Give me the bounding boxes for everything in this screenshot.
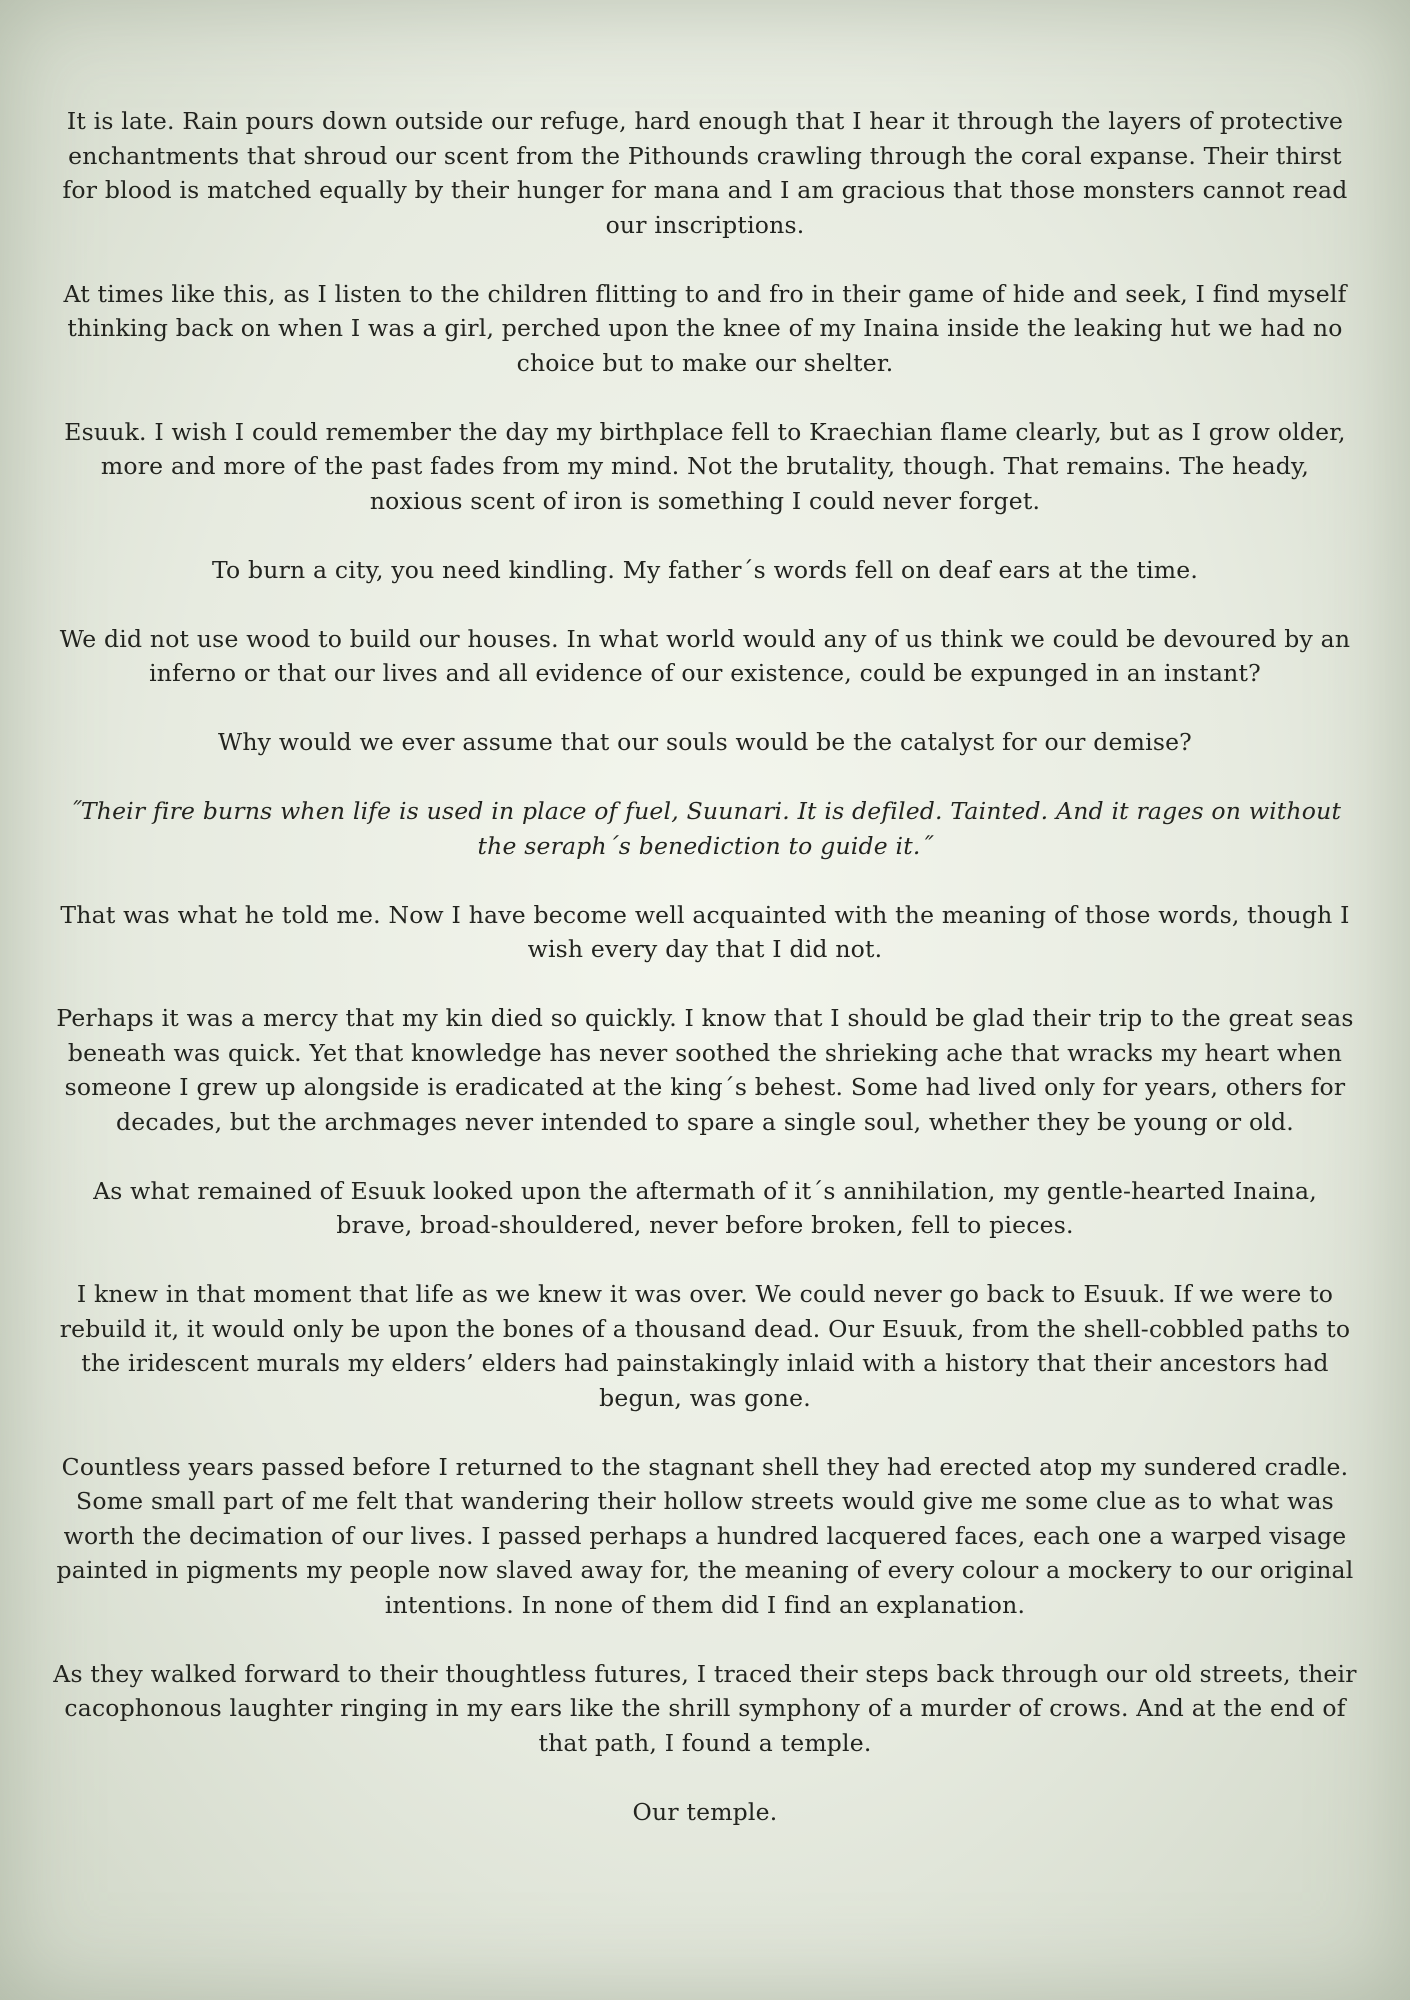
paragraph-1: It is late. Rain pours down outside our refuge, hard enough that I hear it through the layers of protective enchantments that shroud our scent from the Pithounds crawling through the coral expanse. Their thirst for blood is matched equally by their hunger for mana and I am gracious that those monsters cannot read our inscriptions.	[62, 107, 1348, 239]
quote-paragraph: ˝Their fire burns when life is used in place of fuel, Suunari. It is defiled. Tainted. And it rages on without the seraph´s benediction to guide it.˝	[68, 797, 1342, 860]
paragraph-4: To burn a city, you need kindling. My father´s words fell on deaf ears at the time.	[211, 555, 1199, 584]
paragraph-11: I knew in that moment that life as we knew it was over. We could never go back to Esuuk. If we were to rebuild it, it would only be upon the bones of a thousand dead. Our Esuuk, from the shell-cobbled paths to the iridescent murals my elders’ elders had painstakingly inlaid with a history that their ancestors had begun, was gone.	[59, 1280, 1351, 1412]
story-text	[52, 104, 1358, 1829]
paragraph-8: That was what he told me. Now I have become well acquainted with the meaning of those words, though I wish every day that I did not.	[60, 900, 1350, 963]
paragraph-3: Esuuk. I wish I could remember the day my birthplace fell to Kraechian flame clearly, but as I grow older, more and more of the past fades from my mind. Not the brutality, though. That remains. The heady, noxious scent of iron is something I could never forget.	[64, 417, 1346, 515]
paragraph-13: As they walked forward to their thoughtless futures, I traced their steps back through our old streets, their cacophonous laughter ringing in my ears like the shrill symphony of a murder of crows. And at the end of that path, I found a temple.	[53, 1659, 1357, 1757]
paragraph-9: Perhaps it was a mercy that my kin died so quickly. I know that I should be glad their trip to the great seas beneath was quick. Yet that knowledge has never soothed the shrieking ache that wracks my heart when someone I grew up alongside is eradicated at the king´s behest. Some had lived only for years, others for decades, but the archmages never intended to spare a single soul, whether they be young or old.	[56, 1004, 1354, 1136]
paragraph-6: Why would we ever assume that our souls would be the catalyst for our demise?	[217, 728, 1192, 756]
paragraph-10: As what remained of Esuuk looked upon the aftermath of it´s annihilation, my gentle-hearted Inaina, brave, broad-shouldered, never before broken, fell to pieces.	[93, 1176, 1317, 1239]
paragraph-2: At times like this, as I listen to the children flitting to and fro in their game of hide and seek, I find myself thinking back on when I was a girl, perched upon the knee of my Inaina inside the leaking hut we had no choice but to make our shelter.	[63, 279, 1347, 377]
paragraph-12: Countless years passed before I returned to the stagnant shell they had erected atop my sundered cradle. Some small part of me felt that wandering their hollow streets would give me some clue as to what was worth the decimation of our lives. I passed perhaps a hundred lacquered faces, each one a warped visage painted in pigments my people now slaved away for, the meaning of every colour a mockery to our original intentions. In none of them did I find an explanation.	[56, 1452, 1354, 1619]
paragraph-5: We did not use wood to build our houses. In what world would any of us think we could be devoured by an inferno or that our lives and all evidence of our existence, could be expunged in an instant?	[59, 624, 1351, 687]
closing-line: Our temple.	[632, 1797, 778, 1826]
